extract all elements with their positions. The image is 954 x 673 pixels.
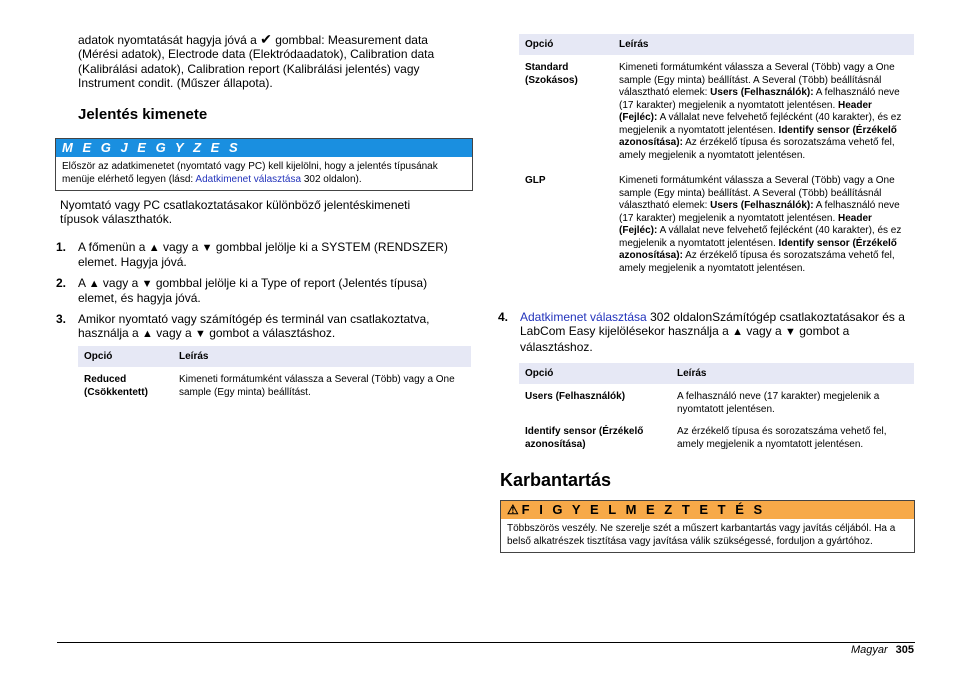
option-description	[613, 55, 914, 165]
desc-text: A vállalat neve felvehető fejlécként (40 karakter), és ez megjelenik a nyomtatott jelentésen.	[619, 225, 902, 249]
warning-title: F I G Y E L M E Z T E T É S	[521, 502, 766, 517]
warning-header	[501, 501, 914, 519]
option-name: Users (Felhasználók)	[525, 391, 626, 402]
footer-rule	[57, 642, 915, 643]
down-arrow-icon: ▼	[201, 242, 213, 254]
labcom-options-table	[519, 363, 914, 454]
step-number: 2.	[56, 275, 67, 290]
warning-box	[500, 500, 915, 553]
warning-icon: ⚠	[507, 502, 519, 517]
desc-bold: Users (Felhasználók):	[710, 200, 814, 211]
step-text: vagy a	[743, 324, 786, 339]
output-types-paragraph: Nyomtató vagy PC csatlakoztatásakor különböző jelentéskimeneti típusok választhatók.	[60, 198, 411, 227]
up-arrow-icon: ▲	[148, 242, 160, 254]
down-arrow-icon: ▼	[785, 326, 796, 339]
column-header-description: Leírás	[613, 34, 914, 55]
reduced-options-table	[78, 346, 471, 402]
step-1	[56, 240, 468, 270]
intro-paragraph	[78, 32, 463, 91]
column-header-description: Leírás	[671, 363, 914, 384]
note-link[interactable]: Adatkimenet választása	[195, 173, 302, 185]
desc-bold: Users (Felhasználók):	[710, 87, 814, 98]
column-header-description: Leírás	[173, 346, 471, 367]
option-description	[613, 165, 914, 278]
step-4-link[interactable]: Adatkimenet választása	[520, 310, 647, 324]
step-4	[498, 310, 915, 354]
desc-bold: Header (Fejléc):	[619, 99, 872, 123]
up-arrow-icon: ▲	[732, 326, 743, 339]
option-name: Standard (Szokásos)	[525, 62, 578, 86]
step-text: vagy a	[99, 275, 142, 290]
table-row	[78, 367, 471, 402]
step-text: gombbal jelölje ki a SYSTEM (RENDSZER) elemet. Hagyja jóvá.	[78, 240, 448, 270]
up-arrow-icon: ▲	[88, 277, 100, 290]
step-text: A	[78, 275, 89, 290]
step-number: 4.	[498, 310, 509, 324]
step-3	[56, 311, 468, 342]
step-number: 3.	[56, 311, 67, 326]
step-number: 1.	[56, 240, 67, 254]
step-text: A főmenün a	[78, 240, 149, 254]
step-text: vagy a	[152, 326, 195, 341]
column-header-option: Opció	[519, 34, 613, 55]
desc-text: A felhasználó neve (17 karakter) megjelenik a nyomtatott jelentésen.	[619, 87, 900, 111]
up-arrow-icon: ▲	[142, 328, 153, 341]
step-text: Amikor nyomtató vagy számítógép és terminál van csatlakoztatva, használja a	[78, 311, 430, 341]
step-text: gombot a választáshoz.	[520, 324, 850, 354]
table-header-row	[519, 34, 914, 55]
desc-text: Kimeneti formátumként válassza a Several (Több) vagy a One sample (Egy minta) beállítást. A Several (Több) beállításnál választható elemek:	[619, 175, 895, 211]
step-2	[56, 275, 468, 306]
option-description: A felhasználó neve (17 karakter) megjelenik a nyomtatott jelentésen.	[677, 391, 880, 415]
standard-glp-table	[519, 34, 914, 278]
table-row	[519, 165, 914, 278]
warning-body: Többszörös veszély. Ne szerelje szét a műszert karbantartás vagy javítás céljából. Ha a belső alkatrészek tisztítása vagy javítása válik szükségessé, forduljon a gyártóhoz.	[507, 523, 896, 547]
down-arrow-icon: ▼	[194, 328, 206, 341]
intro-text-1: adatok nyomtatását hagyja jóvá a	[78, 33, 261, 47]
desc-text: Az érzékelő típusa és sorozatszáma vehető fel, amely megjelenik a nyomtatott jelentésen.	[619, 250, 895, 274]
section-heading-maintenance: Karbantartás	[500, 470, 612, 490]
desc-text: A felhasználó neve (17 karakter) megjelenik a nyomtatott jelentésen.	[619, 200, 900, 224]
option-name: Reduced (Csökkentett)	[84, 374, 148, 398]
desc-bold: Identify sensor (Érzékelő azonosítása):	[619, 237, 897, 261]
option-name: GLP	[525, 175, 546, 186]
option-name: Identify sensor (Érzékelő azonosítása)	[525, 426, 644, 450]
table-row	[519, 55, 914, 165]
table-header-row	[78, 346, 471, 367]
table-row	[519, 419, 914, 454]
page-number: 305	[895, 644, 914, 656]
option-description: Kimeneti formátumként válassza a Several (Több) vagy a One sample (Egy minta) beállítást.	[179, 374, 455, 398]
page-footer	[851, 644, 914, 656]
step-text: gombbal jelölje ki a Type of report (Jelentés típusa) elemet, és hagyja jóvá.	[78, 275, 428, 306]
step-text: vagy a	[159, 240, 202, 254]
desc-text: A vállalat neve felvehető fejlécként (40 karakter), és ez megjelenik a nyomtatott jelentésen.	[619, 112, 902, 136]
steps-list-continued	[498, 310, 915, 354]
note-box	[55, 138, 473, 191]
note-body	[56, 157, 472, 190]
column-header-option: Opció	[519, 363, 671, 384]
footer-language: Magyar	[850, 644, 888, 656]
step-text: gombot a választáshoz.	[205, 326, 336, 341]
step-text: 302 oldalonSzámítógép csatlakoztatásakor és a LabCom Easy kijelölésekor használja a	[520, 310, 905, 339]
note-text-2: 302 oldalon).	[301, 173, 362, 185]
intro-text-2: gombbal: Measurement data (Mérési adatok), Electrode data (Elektródaadatok), Calibration data (Kalibrálási adatok), Calibration report (Kalibrálási jelentés) vagy Instrument condit. (Műszer állapota).	[78, 33, 435, 91]
section-heading-report-output: Jelentés kimenete	[78, 106, 208, 123]
checkmark-icon: ✔	[260, 31, 272, 47]
column-header-option: Opció	[78, 346, 173, 367]
note-title: M E G J E G Y Z E S	[56, 139, 472, 157]
desc-bold: Identify sensor (Érzékelő azonosítása):	[619, 124, 897, 148]
desc-text: Az érzékelő típusa és sorozatszáma vehető fel, amely megjelenik a nyomtatott jelentésen.	[619, 137, 895, 161]
table-row	[519, 384, 914, 419]
desc-text: Kimeneti formátumként válassza a Several (Több) vagy a One sample (Egy minta) beállítást. A Several (Több) beállításnál választható elemek:	[619, 62, 895, 98]
down-arrow-icon: ▼	[141, 277, 153, 290]
desc-bold: Header (Fejléc):	[619, 212, 872, 236]
note-text-1: Először az adatkimenetet (nyomtató vagy PC) kell kijelölni, hogy a jelentés típusának menüje elérhető legyen (lásd:	[62, 161, 438, 185]
steps-list	[56, 240, 468, 341]
option-description: Az érzékelő típusa és sorozatszáma vehető fel, amely megjelenik a nyomtatott jelentésen.	[677, 426, 887, 450]
table-header-row	[519, 363, 914, 384]
